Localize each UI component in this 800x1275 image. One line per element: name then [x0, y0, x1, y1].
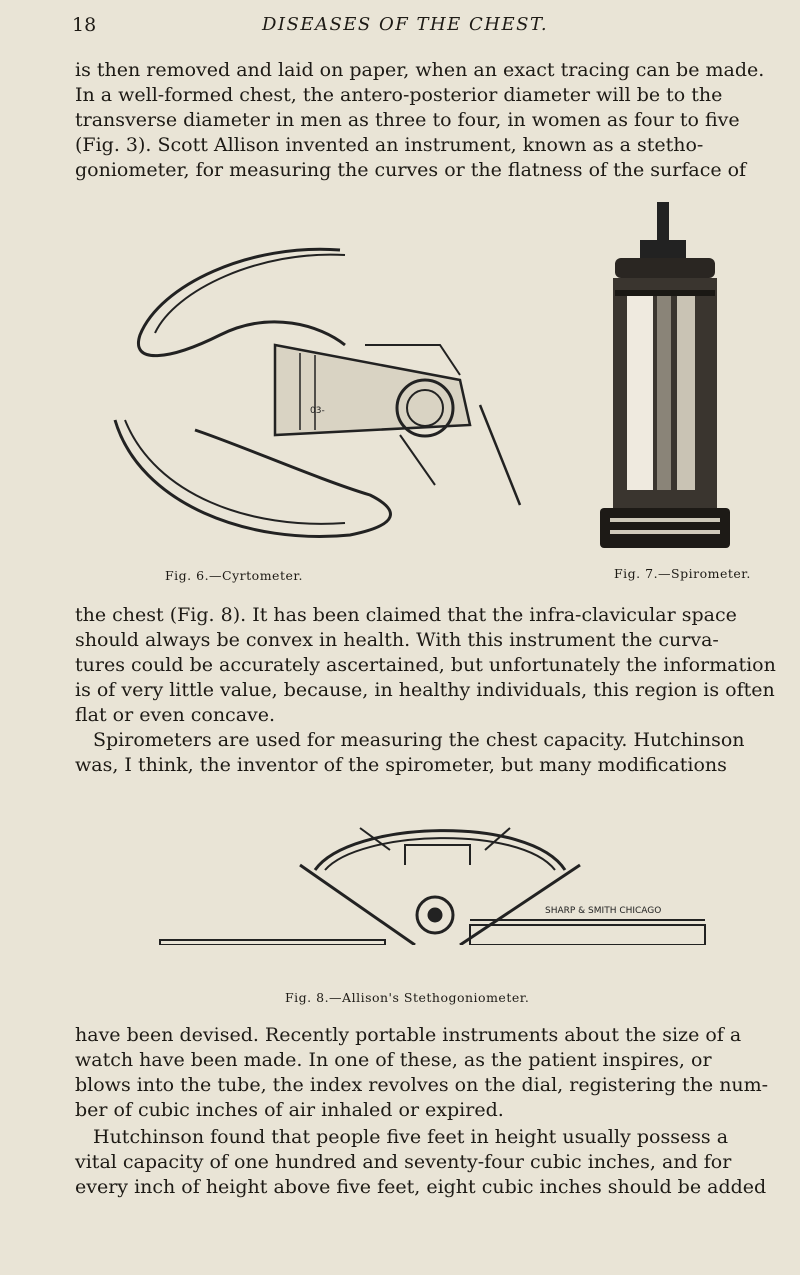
text-line: Spirometers are used for measuring the chest capacity. Hutchinson — [93, 729, 745, 751]
paragraph-5 — [75, 1125, 783, 1200]
maker-mark: SHARP & SMITH CHICAGO — [545, 906, 662, 916]
text-line: ber of cubic inches of air inhaled or expired. — [75, 1099, 504, 1121]
figure-6-cyrtometer — [100, 225, 570, 560]
text-line: transverse diameter in men as three to four, in women as four to five — [75, 109, 740, 131]
cyrtometer-marking: 03- — [310, 406, 325, 416]
text-line: (Fig. 3). Scott Allison invented an instrument, known as a stetho- — [75, 134, 704, 156]
cyrtometer-illustration — [100, 225, 570, 560]
paragraph-1 — [75, 58, 783, 183]
figure-8-stethogoniometer — [150, 810, 720, 945]
stethogoniometer-illustration — [150, 810, 720, 945]
text-line: is of very little value, because, in healthy individuals, this region is often — [75, 679, 775, 701]
spirometer-illustration — [585, 200, 745, 560]
figure-8-caption: Fig. 8.—Allison's Stethogoniometer. — [285, 990, 530, 1005]
paragraph-4 — [75, 1023, 783, 1123]
text-line: is then removed and laid on paper, when an exact tracing can be made. — [75, 59, 765, 81]
page-number: 18 — [72, 14, 97, 36]
text-line: have been devised. Recently portable instruments about the size of a — [75, 1024, 742, 1046]
text-line: was, I think, the inventor of the spirometer, but many modifications — [75, 754, 727, 776]
paragraph-2 — [75, 603, 783, 728]
text-line: flat or even concave. — [75, 704, 276, 726]
text-line: Hutchinson found that people five feet in height usually possess a — [93, 1126, 729, 1148]
figure-7-caption: Fig. 7.—Spirometer. — [614, 566, 751, 581]
text-line: watch have been made. In one of these, as the patient inspires, or — [75, 1049, 712, 1071]
text-line: In a well-formed chest, the antero-posterior diameter will be to the — [75, 84, 723, 106]
paragraph-3 — [75, 728, 783, 778]
text-line: goniometer, for measuring the curves or the flatness of the surface of — [75, 159, 747, 181]
text-line: blows into the tube, the index revolves on the dial, registering the num- — [75, 1074, 769, 1096]
text-line: the chest (Fig. 8). It has been claimed that the infra-clavicular space — [75, 604, 737, 626]
figure-7-spirometer — [585, 200, 745, 560]
text-line: every inch of height above five feet, eight cubic inches should be added — [75, 1176, 767, 1198]
text-line: tures could be accurately ascertained, but unfortunately the information — [75, 654, 776, 676]
text-line: vital capacity of one hundred and seventy-four cubic inches, and for — [75, 1151, 732, 1173]
text-line: should always be convex in health. With this instrument the curva- — [75, 629, 719, 651]
running-title: DISEASES OF THE CHEST. — [261, 14, 549, 35]
page-header — [60, 14, 750, 44]
figure-6-caption: Fig. 6.—Cyrtometer. — [165, 568, 303, 583]
